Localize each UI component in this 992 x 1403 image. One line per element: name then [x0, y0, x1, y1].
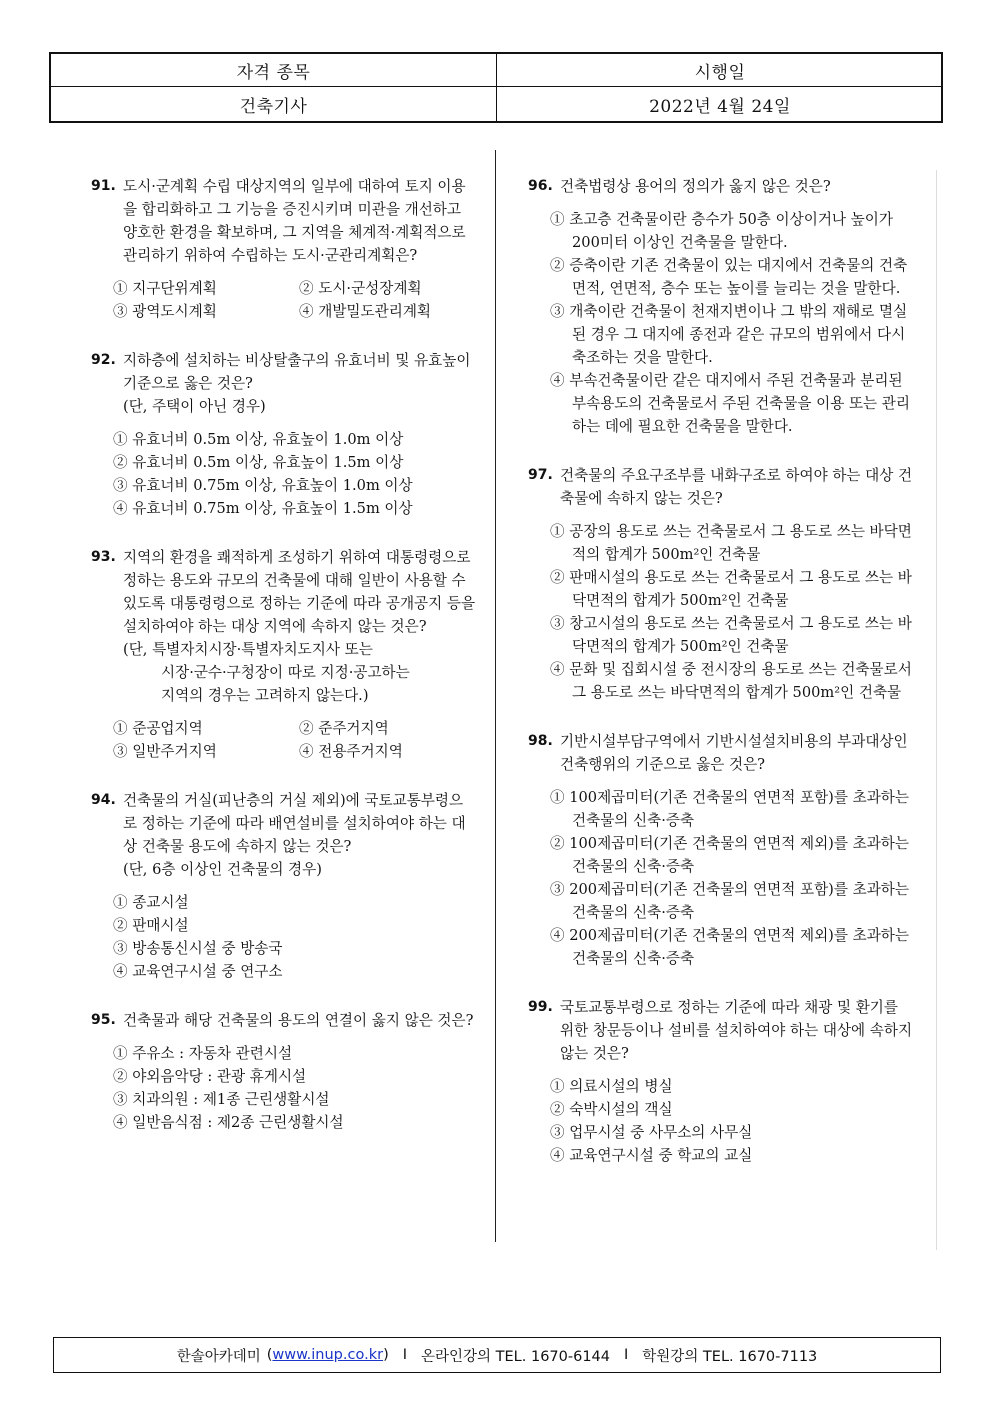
option-list [91, 717, 476, 763]
footer-separator: I [402, 1347, 408, 1363]
question-condition [91, 858, 476, 881]
option-list [528, 786, 913, 970]
question-95 [91, 1009, 476, 1134]
condition-line: (단, 특별자치시장·특별자치도지사 또는 [123, 641, 373, 658]
option[interactable]: ③ 광역도시계획 [113, 303, 217, 320]
option[interactable]: ③ 치과의원 : 제1종 근린생활시설 [113, 1091, 330, 1108]
header-col2-value: 2022년 4월 24일 [649, 96, 791, 117]
option[interactable]: ③ 개축이란 건축물이 천재지변이나 그 밖의 재해로 멸실된 경우 그 대지에 종전과 같은 규모의 범위에서 다시 축조하는 것을 말한다. [550, 303, 908, 366]
option[interactable]: ② 판매시설의 용도로 쓰는 건축물로서 그 용도로 쓰는 바닥면적의 합계가 500m²인 건축물 [550, 569, 912, 609]
option[interactable]: ② 도시·군성장계획 [299, 280, 422, 297]
option[interactable]: ② 판매시설 [113, 917, 189, 934]
footer-online-tel: 온라인강의 TEL. 1670-6144 [421, 1348, 611, 1365]
question-99 [528, 996, 913, 1167]
question-text: 건축물의 거실(피난층의 거실 제외)에 국토교통부령으로 정하는 기준에 따라 배연설비를 설치하여야 하는 대상 건축물 용도에 속하지 않는 것은? [123, 792, 466, 855]
question-text: 도시·군계획 수립 대상지역의 일부에 대하여 토지 이용을 합리화하고 그 기능을 증진시키며 미관을 개선하고 양호한 환경을 확보하며, 그 지역을 체계적·계획적으로 관리하기 위하여 수립하는 도시·군관리계획은? [123, 178, 466, 264]
option[interactable]: ② 준주거지역 [299, 720, 389, 737]
question-stem [528, 730, 913, 776]
question-98 [528, 730, 913, 970]
question-92 [91, 349, 476, 520]
question-stem [91, 546, 476, 638]
option-list [91, 277, 476, 323]
option[interactable]: ④ 전용주거지역 [299, 743, 403, 760]
condition-line: (단, 주택이 아닌 경우) [123, 398, 266, 415]
question-number: 98. [528, 733, 553, 749]
header-col1-value: 건축기사 [239, 96, 308, 117]
question-number: 97. [528, 467, 553, 483]
question-stem [528, 464, 913, 510]
left-column [91, 175, 476, 1160]
option[interactable]: ③ 방송통신시설 중 방송국 [113, 940, 283, 957]
option-list [528, 208, 913, 438]
question-number: 91. [91, 178, 116, 194]
condition-line: 시장·군수·구청장이 따로 지정·공고하는 [161, 664, 410, 681]
option[interactable]: ① 초고층 건축물이란 층수가 50층 이상이거나 높이가 200미터 이상인 건축물을 말한다. [550, 211, 893, 251]
option[interactable]: ② 숙박시설의 객실 [550, 1101, 673, 1118]
question-96 [528, 175, 913, 438]
option[interactable]: ① 지구단위계획 [113, 280, 217, 297]
footer-paren-open: ( [266, 1347, 273, 1363]
option-list [91, 891, 476, 983]
option[interactable]: ④ 200제곱미터(기존 건축물의 연면적 제외)를 초과하는 건축물의 신축·증축 [550, 927, 909, 967]
footer [53, 1337, 941, 1373]
option-list [528, 1075, 913, 1167]
question-stem [528, 996, 913, 1065]
footer-academy: 한솔아카데미 [176, 1348, 261, 1365]
option[interactable]: ① 주유소 : 자동차 관련시설 [113, 1045, 293, 1062]
option[interactable]: ④ 유효너비 0.75m 이상, 유효높이 1.5m 이상 [113, 500, 413, 517]
question-stem [91, 349, 476, 395]
question-number: 99. [528, 999, 553, 1015]
question-text: 건축물과 해당 건축물의 용도의 연결이 옳지 않은 것은? [123, 1012, 474, 1029]
question-94 [91, 789, 476, 983]
condition-line: 지역의 경우는 고려하지 않는다.) [161, 687, 369, 704]
option[interactable]: ② 유효너비 0.5m 이상, 유효높이 1.5m 이상 [113, 454, 404, 471]
page-edge-line [936, 170, 937, 1250]
question-text: 지역의 환경을 쾌적하게 조성하기 위하여 대통령령으로 정하는 용도와 규모의 건축물에 대해 일반이 사용할 수 있도록 대통령령으로 정하는 기준에 따라 공개공지 등을 설치하여야 하는 대상 지역에 속하지 않는 것은? [123, 549, 476, 635]
option[interactable]: ② 증축이란 기존 건축물이 있는 대지에서 건축물의 건축면적, 연면적, 층수 또는 높이를 늘리는 것을 말한다. [550, 257, 908, 297]
footer-paren-close: ) [383, 1347, 389, 1363]
option-list [91, 428, 476, 520]
option[interactable]: ② 100제곱미터(기존 건축물의 연면적 제외)를 초과하는 건축물의 신축·증축 [550, 835, 909, 875]
option[interactable]: ③ 업무시설 중 사무소의 사무실 [550, 1124, 753, 1141]
question-stem [91, 175, 476, 267]
question-number: 93. [91, 549, 116, 565]
question-text: 건축법령상 용어의 정의가 옳지 않은 것은? [560, 178, 831, 195]
question-stem [91, 789, 476, 858]
option-list [528, 520, 913, 704]
question-number: 96. [528, 178, 553, 194]
option[interactable]: ② 야외음악당 : 관광 휴게시설 [113, 1068, 307, 1085]
option[interactable]: ① 100제곱미터(기존 건축물의 연면적 포함)를 초과하는 건축물의 신축·증축 [550, 789, 909, 829]
option[interactable]: ④ 문화 및 집회시설 중 전시장의 용도로 쓰는 건축물로서 그 용도로 쓰는 바닥면적의 합계가 500m²인 건축물 [550, 661, 912, 701]
question-text: 건축물의 주요구조부를 내화구조로 하여야 하는 대상 건축물에 속하지 않는 것은? [560, 467, 913, 507]
header-col1-label: 자격 종목 [236, 62, 311, 83]
question-condition [91, 395, 476, 418]
question-condition [91, 638, 476, 707]
option[interactable]: ④ 부속건축물이란 같은 대지에서 주된 건축물과 분리된 부속용도의 건축물로서 주된 건축물을 이용 또는 관리하는 데에 필요한 건축물을 말한다. [550, 372, 910, 435]
option[interactable]: ③ 창고시설의 용도로 쓰는 건축물로서 그 용도로 쓰는 바닥면적의 합계가 500m²인 건축물 [550, 615, 912, 655]
column-divider [495, 150, 496, 1242]
option[interactable]: ④ 일반음식점 : 제2종 근린생활시설 [113, 1114, 344, 1131]
option[interactable]: ④ 개발밀도관리계획 [299, 303, 432, 320]
option[interactable]: ① 의료시설의 병실 [550, 1078, 673, 1095]
question-91 [91, 175, 476, 323]
question-number: 95. [91, 1012, 116, 1028]
header-col2-label: 시행일 [694, 62, 746, 83]
right-column [528, 175, 913, 1193]
question-text: 기반시설부담구역에서 기반시설설치비용의 부과대상인 건축행위의 기준으로 옳은 것은? [560, 733, 908, 773]
footer-separator: I [624, 1347, 629, 1363]
condition-line: (단, 6층 이상인 건축물의 경우) [123, 861, 322, 878]
question-stem [91, 1009, 476, 1032]
question-number: 92. [91, 352, 116, 368]
option[interactable]: ③ 200제곱미터(기존 건축물의 연면적 포함)를 초과하는 건축물의 신축·증축 [550, 881, 909, 921]
footer-website-link[interactable]: www.inup.co.kr [272, 1347, 384, 1363]
header-table [49, 52, 943, 123]
question-number: 94. [91, 792, 116, 808]
option[interactable]: ① 준공업지역 [113, 720, 203, 737]
option[interactable]: ③ 유효너비 0.75m 이상, 유효높이 1.0m 이상 [113, 477, 413, 494]
question-93 [91, 546, 476, 763]
footer-offline-tel: 학원강의 TEL. 1670-7113 [642, 1348, 818, 1365]
option[interactable]: ① 유효너비 0.5m 이상, 유효높이 1.0m 이상 [113, 431, 404, 448]
option[interactable]: ① 공장의 용도로 쓰는 건축물로서 그 용도로 쓰는 바닥면적의 합계가 500m²인 건축물 [550, 523, 912, 563]
option[interactable]: ④ 교육연구시설 중 학교의 교실 [550, 1147, 753, 1164]
question-text: 지하층에 설치하는 비상탈출구의 유효너비 및 유효높이 기준으로 옳은 것은? [123, 352, 471, 392]
question-stem [528, 175, 913, 198]
question-97 [528, 464, 913, 704]
question-text: 국토교통부령으로 정하는 기준에 따라 채광 및 환기를 위한 창문등이나 설비를 설치하여야 하는 대상에 속하지 않는 것은? [560, 999, 913, 1062]
option[interactable]: ① 종교시설 [113, 894, 189, 911]
option-list [91, 1042, 476, 1134]
option[interactable]: ③ 일반주거지역 [113, 743, 217, 760]
option[interactable]: ④ 교육연구시설 중 연구소 [113, 963, 283, 980]
